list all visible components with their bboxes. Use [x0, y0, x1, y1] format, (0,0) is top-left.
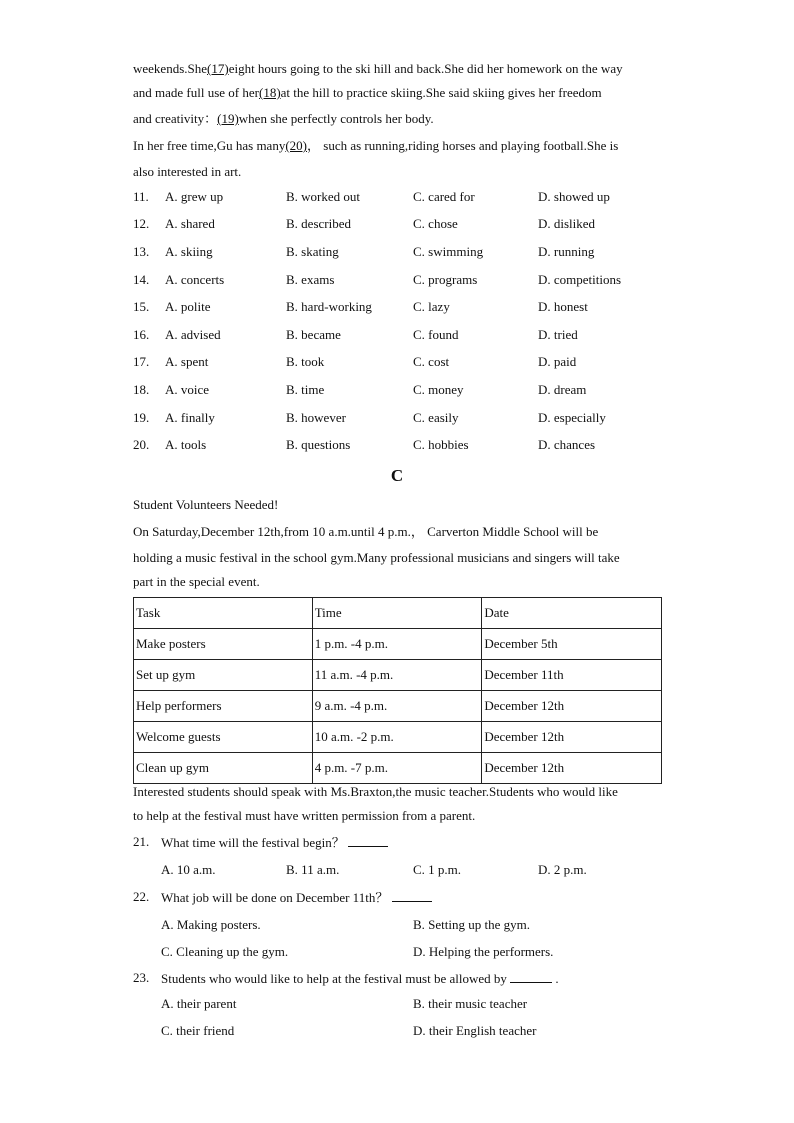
- question-number: 15.: [133, 299, 150, 314]
- question-number: 11.: [133, 189, 149, 204]
- cell-task: Help performers: [134, 691, 313, 722]
- option-a[interactable]: A. grew up: [165, 189, 224, 204]
- question-number: 23.: [133, 970, 150, 985]
- option-d[interactable]: D. honest: [538, 299, 588, 314]
- question-text: [161, 970, 559, 987]
- option-c[interactable]: C. chose: [413, 216, 458, 231]
- cell-time: 10 a.m. -2 p.m.: [312, 722, 482, 753]
- cell-time: 4 p.m. -7 p.m.: [312, 753, 482, 784]
- cell-task: Welcome guests: [134, 722, 313, 753]
- answer-blank: [348, 834, 388, 847]
- option-a[interactable]: A. 10 a.m.: [161, 862, 216, 877]
- question-number: 16.: [133, 327, 150, 342]
- option-d[interactable]: D. showed up: [538, 189, 610, 204]
- header-date: Date: [482, 598, 662, 629]
- question-number: 18.: [133, 382, 150, 397]
- cell-date: December 11th: [482, 660, 662, 691]
- blank-17: (17): [207, 61, 229, 76]
- table-row: [134, 691, 662, 722]
- cell-task: Set up gym: [134, 660, 313, 691]
- question-number: 13.: [133, 244, 150, 259]
- cell-time: 9 a.m. -4 p.m.: [312, 691, 482, 722]
- option-d[interactable]: D. Helping the performers.: [413, 944, 554, 959]
- option-b[interactable]: B. hard-working: [286, 299, 372, 314]
- header-time: Time: [312, 598, 482, 629]
- notice-after-2: to help at the festival must have written permission from a parent.: [133, 808, 476, 823]
- option-b[interactable]: B. took: [286, 354, 325, 369]
- question-number: 21.: [133, 834, 150, 849]
- cell-date: December 12th: [482, 753, 662, 784]
- option-b[interactable]: B. 11 a.m.: [286, 862, 340, 877]
- option-d[interactable]: D. especially: [538, 410, 606, 425]
- passage-line-3: [133, 111, 434, 127]
- question-number: 17.: [133, 354, 150, 369]
- option-a[interactable]: A. shared: [165, 216, 215, 231]
- answer-blank: [510, 970, 552, 983]
- option-c[interactable]: C. Cleaning up the gym.: [161, 944, 289, 959]
- question-number: 12.: [133, 216, 150, 231]
- text: at the hill to practice skiing.She said skiing gives her freedom: [280, 85, 602, 100]
- section-heading: C: [390, 466, 404, 485]
- option-d[interactable]: D. paid: [538, 354, 577, 369]
- option-a[interactable]: A. Making posters.: [161, 917, 261, 932]
- option-a[interactable]: A. concerts: [165, 272, 225, 287]
- option-b[interactable]: B. questions: [286, 437, 351, 452]
- cell-date: December 5th: [482, 629, 662, 660]
- cell-task: Clean up gym: [134, 753, 313, 784]
- cell-date: December 12th: [482, 722, 662, 753]
- option-c[interactable]: C. 1 p.m.: [413, 862, 462, 877]
- option-b[interactable]: B. exams: [286, 272, 335, 287]
- option-a[interactable]: A. polite: [165, 299, 211, 314]
- passage-line-1: [133, 61, 623, 77]
- text: ， such as running,riding horses and playing football.She is: [307, 138, 619, 153]
- text: eight hours going to the ski hill and back.She did her homework on the way: [228, 61, 623, 76]
- table-row: [134, 753, 662, 784]
- notice-title: Student Volunteers Needed!: [133, 497, 279, 512]
- cell-date: December 12th: [482, 691, 662, 722]
- cell-task: Make posters: [134, 629, 313, 660]
- text: weekends.She: [133, 61, 208, 76]
- question-stem: Students who would like to help at the festival must be allowed by: [161, 971, 507, 986]
- option-b[interactable]: B. Setting up the gym.: [413, 917, 530, 932]
- text: when she perfectly controls her body.: [238, 111, 434, 126]
- notice-intro-1: On Saturday,December 12th,from 10 a.m.until 4 p.m.， Carverton Middle School will be: [133, 524, 599, 539]
- text: and made full use of her: [133, 85, 259, 100]
- question-number: 22.: [133, 889, 150, 904]
- question-number: 19.: [133, 410, 150, 425]
- option-c[interactable]: C. hobbies: [413, 437, 469, 452]
- passage-line-4: [133, 138, 618, 154]
- question-number: 14.: [133, 272, 150, 287]
- option-c[interactable]: C. their friend: [161, 1023, 235, 1038]
- option-c[interactable]: C. found: [413, 327, 459, 342]
- question-stem: What time will the festival begin？: [161, 835, 345, 850]
- table-row: [134, 722, 662, 753]
- option-c[interactable]: C. lazy: [413, 299, 450, 314]
- blank-20: (20): [285, 138, 308, 153]
- passage-line-5: also interested in art.: [133, 164, 242, 179]
- text: and creativity：: [133, 111, 218, 126]
- cell-time: 11 a.m. -4 p.m.: [312, 660, 482, 691]
- option-d[interactable]: D. their English teacher: [413, 1023, 537, 1038]
- option-d[interactable]: D. competitions: [538, 272, 622, 287]
- option-d[interactable]: D. running: [538, 244, 595, 259]
- option-c[interactable]: C. swimming: [413, 244, 484, 259]
- option-c[interactable]: C. easily: [413, 410, 459, 425]
- notice-after-1: Interested students should speak with Ms.Braxton,the music teacher.Students who would like: [133, 784, 618, 799]
- question-end: .: [555, 971, 559, 986]
- notice-intro-3: part in the special event.: [133, 574, 260, 589]
- table-header-row: [134, 598, 662, 629]
- option-c[interactable]: C. money: [413, 382, 464, 397]
- option-b[interactable]: B. time: [286, 382, 325, 397]
- option-d[interactable]: D. 2 p.m.: [538, 862, 587, 877]
- option-c[interactable]: C. cost: [413, 354, 450, 369]
- option-b[interactable]: B. their music teacher: [413, 996, 528, 1011]
- blank-19: (19): [217, 111, 239, 126]
- header-task: Task: [134, 598, 313, 629]
- option-a[interactable]: A. skiing: [165, 244, 213, 259]
- option-a[interactable]: A. finally: [165, 410, 215, 425]
- question-stem: What job will be done on December 11th？: [161, 890, 389, 905]
- option-c[interactable]: C. programs: [413, 272, 478, 287]
- option-b[interactable]: B. worked out: [286, 189, 361, 204]
- option-a[interactable]: A. tools: [165, 437, 207, 452]
- cell-time: 1 p.m. -4 p.m.: [312, 629, 482, 660]
- question-number: 20.: [133, 437, 150, 452]
- option-d[interactable]: D. dream: [538, 382, 587, 397]
- option-b[interactable]: B. skating: [286, 244, 339, 259]
- option-a[interactable]: A. spent: [165, 354, 209, 369]
- option-b[interactable]: B. described: [286, 216, 351, 231]
- option-a[interactable]: A. their parent: [161, 996, 237, 1011]
- passage-line-2: [133, 85, 602, 101]
- question-text: [161, 834, 388, 851]
- table-row: [134, 629, 662, 660]
- option-a[interactable]: A. voice: [165, 382, 210, 397]
- option-d[interactable]: D. disliked: [538, 216, 596, 231]
- table-row: [134, 660, 662, 691]
- option-b[interactable]: B. however: [286, 410, 346, 425]
- volunteer-schedule-table: [133, 597, 662, 784]
- blank-18: (18): [258, 85, 281, 100]
- text: In her free time,Gu has many: [133, 138, 286, 153]
- option-a[interactable]: A. advised: [165, 327, 221, 342]
- option-c[interactable]: C. cared for: [413, 189, 475, 204]
- notice-intro-2: holding a music festival in the school gym.Many professional musicians and singers will take: [133, 550, 620, 565]
- option-d[interactable]: D. chances: [538, 437, 596, 452]
- option-b[interactable]: B. became: [286, 327, 341, 342]
- option-d[interactable]: D. tried: [538, 327, 578, 342]
- answer-blank: [392, 889, 432, 902]
- question-text: [161, 889, 432, 906]
